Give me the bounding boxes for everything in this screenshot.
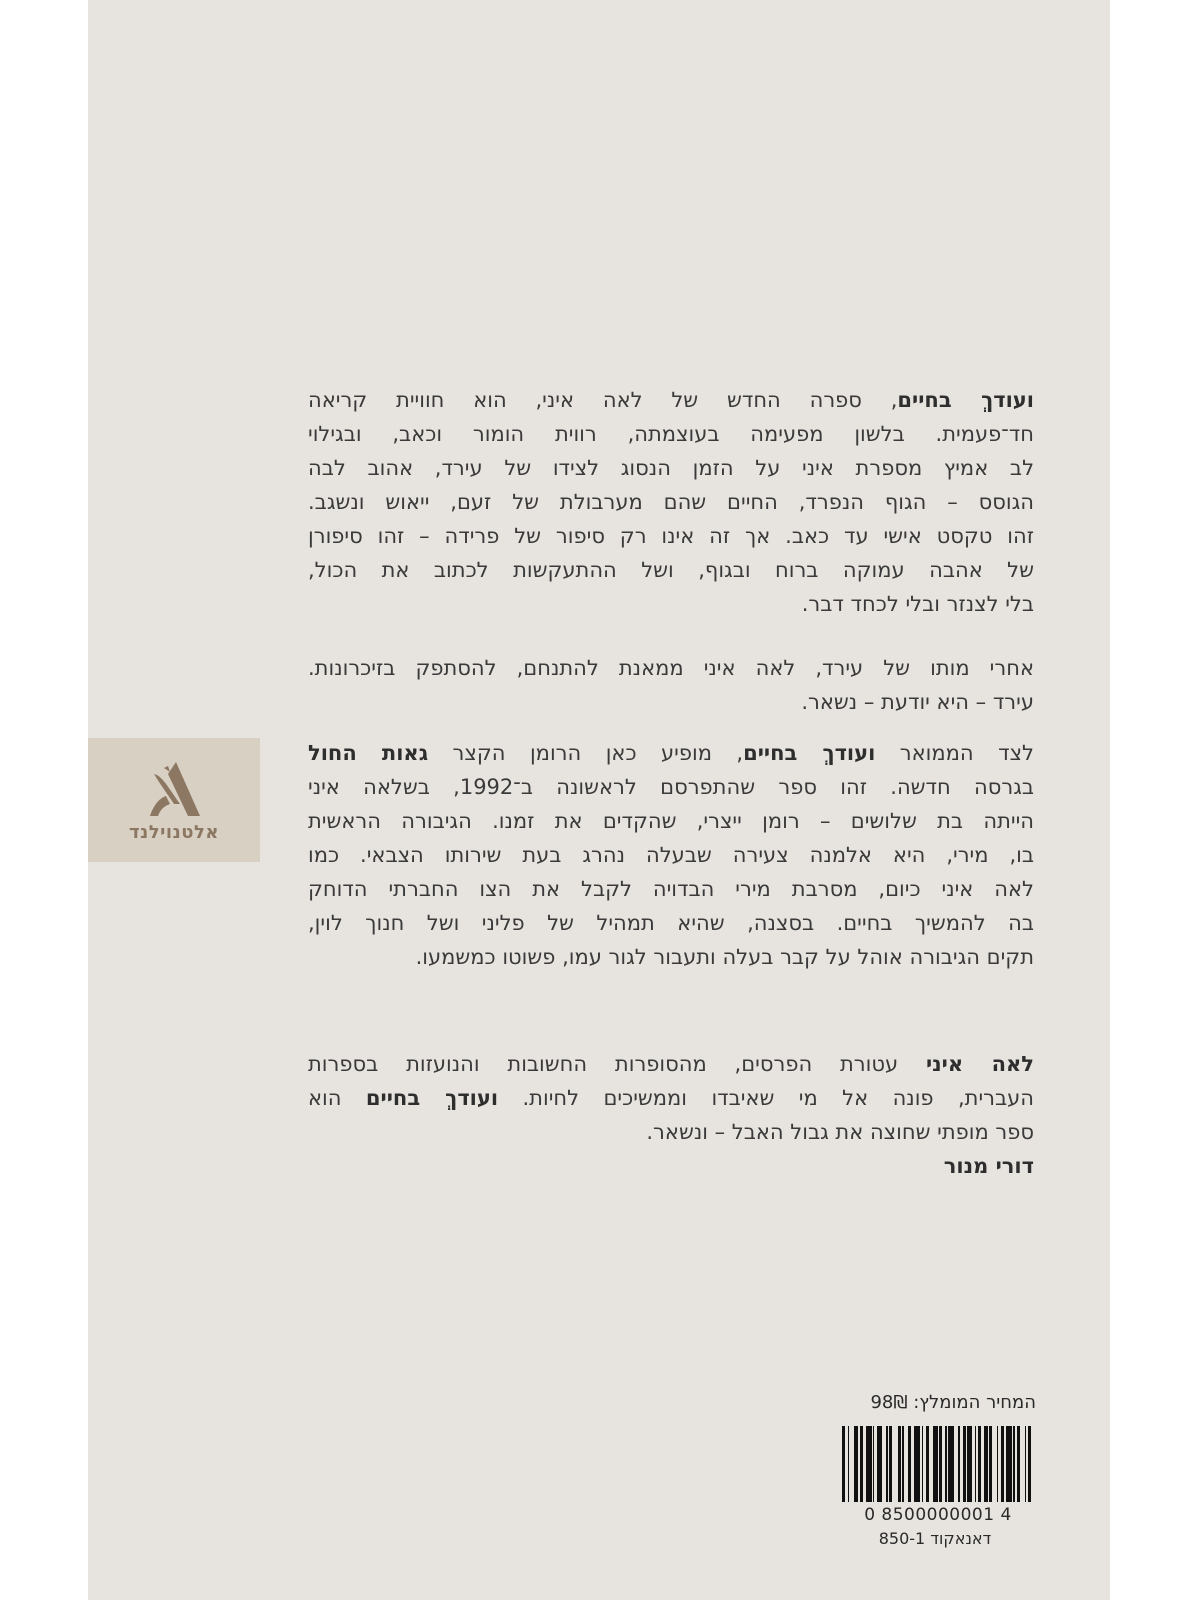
bold-title: ועודךְ בחיים (365, 1086, 499, 1110)
barcode (842, 1426, 1034, 1502)
blurb-paragraph-2 (308, 651, 1034, 719)
text-run: לאה איני כיום, מסרבת מירי הבדויה לקבל את הצו החברתי הדוחק (308, 877, 1034, 901)
publisher-logo-box (88, 738, 260, 862)
text-run: אחרי מותו של עירד, לאה איני ממאנת להתנחם, להסתפק בזיכרונות. (308, 656, 1034, 680)
barcode-space (1031, 1426, 1034, 1502)
blurb-paragraph-3 (308, 736, 1034, 974)
text-line (308, 417, 1034, 451)
text-run: העברית, פונה אל מי שאיבדו וממשיכים לחיות. (498, 1086, 1034, 1110)
text-line (308, 906, 1034, 940)
price-label: המחיר המומלץ: (913, 1392, 1036, 1413)
recommended-price (838, 1392, 1036, 1413)
text-run: הגוסס – הגוף הנפרד, החיים שהם מערבולת של זעם, ייאוש ונשגב. (308, 490, 1034, 514)
text-line (308, 651, 1034, 685)
shekel-icon: ₪ (893, 1392, 908, 1413)
text-line (308, 1047, 1034, 1081)
text-line (308, 485, 1034, 519)
bold-title: גאות החול (308, 741, 429, 765)
publisher-name: אלטנוילנד (129, 822, 219, 843)
text-run: עטורת הפרסים, מהסופרות החשובות והנועזות בספרות (308, 1052, 926, 1076)
signature: דורי מנור (943, 1154, 1034, 1178)
text-line (308, 383, 1034, 417)
barcode-code: דאנאקוד 850-1 (878, 1529, 992, 1548)
text-run: בו, מירי, היא אלמנה צעירה שבעלה נהרג בעת שירותו הצבאי. כמו (308, 843, 1034, 867)
text-run: הייתה בת שלושים – רומן ייצרי, שהקדים את זמנו. הגיבורה הראשית (308, 809, 1034, 833)
text-run: הוא (308, 1086, 366, 1110)
text-line (308, 838, 1034, 872)
text-run: , מופיע כאן הרומן הקצר (428, 741, 744, 765)
signature-block (308, 1149, 1034, 1183)
text-run: זהו טקסט אישי עד כאב. אך זה אינו רק סיפור של פרידה – זהו סיפורן (308, 524, 1034, 548)
text-run: , ספרה החדש של לאה איני, הוא חוויית קריאה (308, 388, 898, 412)
text-line (308, 940, 1034, 974)
text-run: בגרסה חדשה. זהו ספר שהתפרסם לראשונה ב־1992, בשלאה איני (308, 775, 1035, 799)
text-run: תקים הגיבורה אוהל על קבר בעלה ותעבור לגור עמו, פשוטו כמשמעו. (415, 945, 1034, 969)
text-line (308, 587, 1034, 621)
text-line (308, 804, 1034, 838)
bold-title: ועודךְ בחיים (897, 388, 1034, 412)
author-bio-paragraph (308, 1047, 1034, 1149)
text-run: בלי לצנזר ובלי לכחד דבר. (801, 592, 1034, 616)
blurb-paragraph-1 (308, 383, 1034, 621)
text-run: בה להמשיך בחיים. בסצנה, שהיא תמהיל של פליני ושל חנוך לוין, (308, 911, 1034, 935)
text-line (308, 519, 1034, 553)
text-line (308, 553, 1034, 587)
barcode-number: 0 8500000001 4 (864, 1505, 1012, 1525)
bold-title: ועודךְ בחיים (743, 741, 876, 765)
text-line (308, 1081, 1034, 1115)
text-run: לצד הממואר (875, 741, 1034, 765)
text-line (308, 1115, 1034, 1149)
text-line (308, 872, 1034, 906)
text-run: חד־פעמית. בלשון מפעימה בעוצמתה, רווית הומור וכאב, ובגילוי (308, 422, 1034, 446)
text-run: לב אמיץ מספרת איני על הזמן הנסוג לצידו של עירד, אהוב לבה (308, 456, 1034, 480)
text-line (308, 770, 1034, 804)
text-run: של אהבה עמוקה ברוח ובגוף, ושל ההתעקשות לכתוב את הכול, (308, 558, 1034, 582)
text-line (308, 685, 1034, 719)
text-run: עירד – היא יודעת – נשאר. (801, 690, 1034, 714)
text-line (308, 451, 1034, 485)
price-value: 98 (870, 1392, 894, 1413)
text-line (308, 736, 1034, 770)
aleph-logo-icon (146, 760, 202, 818)
bold-title: לאה איני (925, 1052, 1034, 1076)
text-run: ספר מופתי שחוצה את גבול האבל – ונשאר. (646, 1120, 1034, 1144)
